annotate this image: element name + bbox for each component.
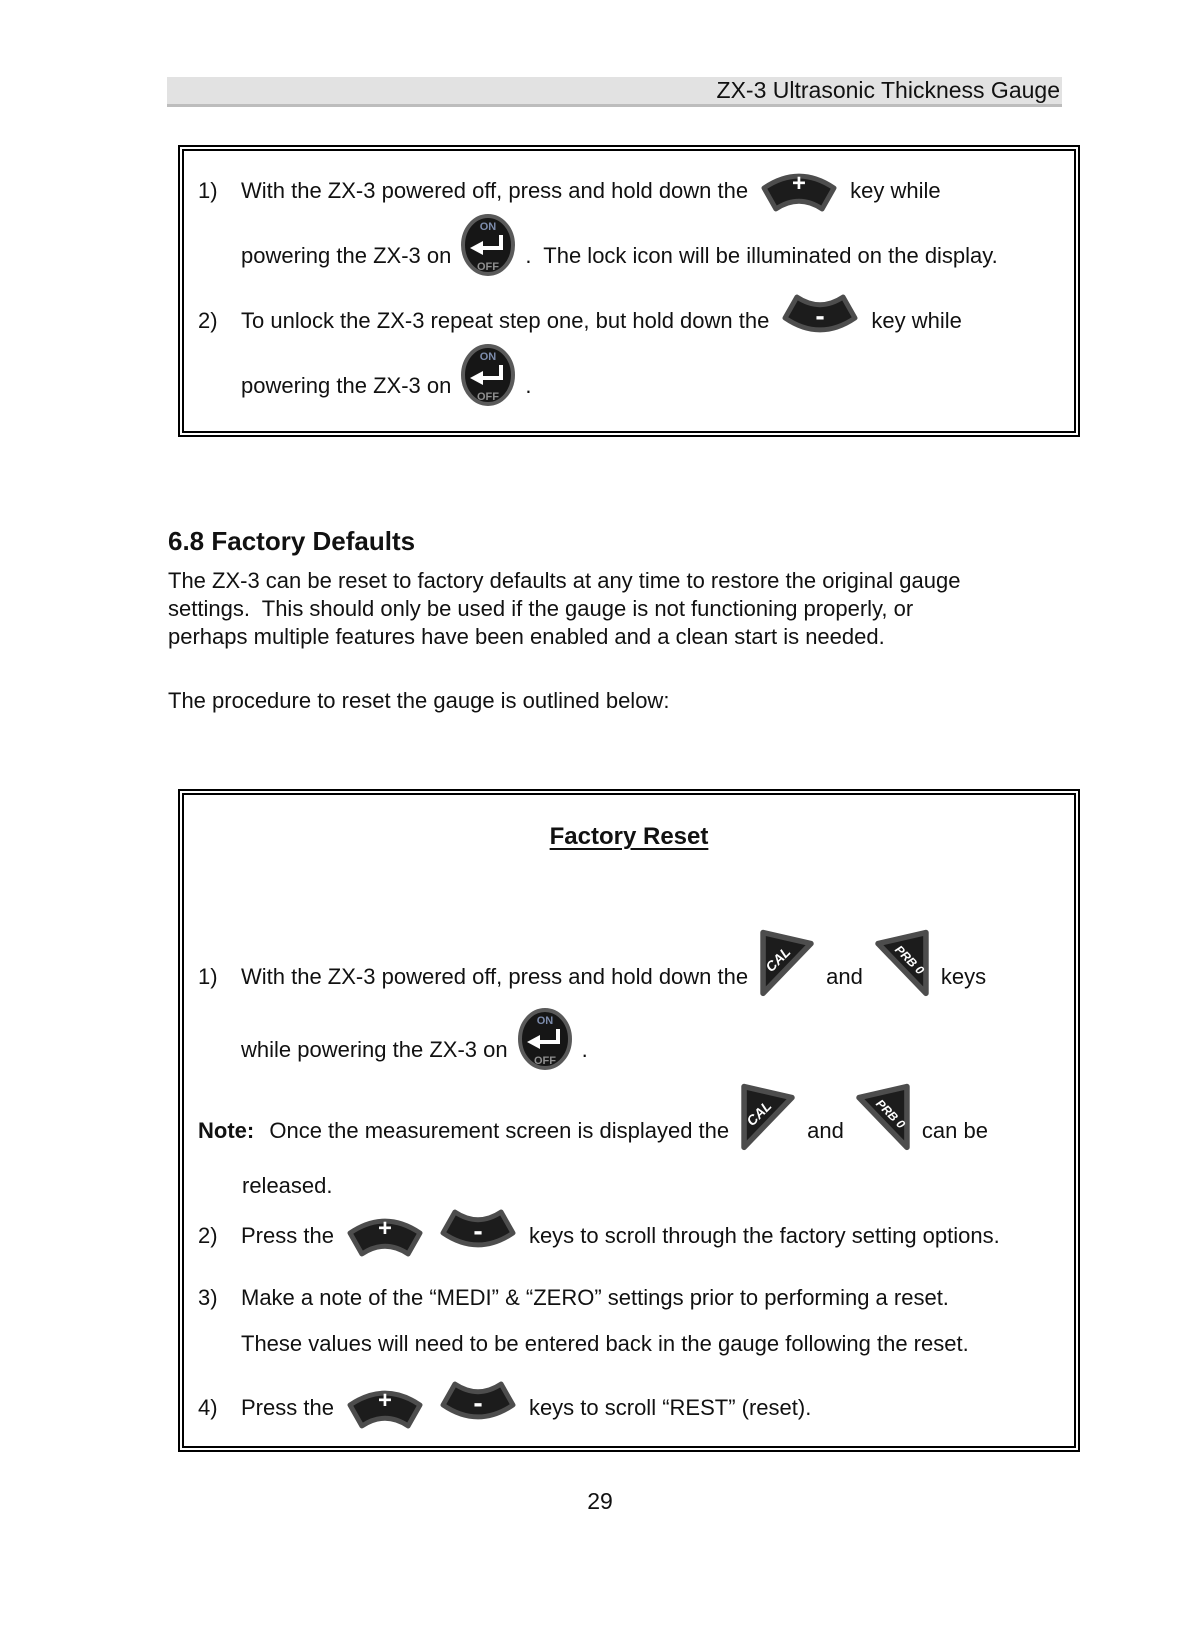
note-line2: released. bbox=[242, 1173, 333, 1198]
document-title: ZX-3 Ultrasonic Thickness Gauge bbox=[716, 77, 1060, 103]
lock-step1-line2 bbox=[198, 221, 1060, 291]
step-text: With the ZX-3 powered off, press and hold down the bbox=[241, 964, 749, 989]
step-text: With the ZX-3 powered off, press and hold down the bbox=[241, 178, 749, 203]
plus-key-label: + bbox=[377, 1386, 392, 1414]
prb-zero-key-label: PRB 0 bbox=[873, 1096, 908, 1132]
factory-reset-box bbox=[178, 789, 1080, 1452]
step-text: while powering the ZX-3 on bbox=[241, 1037, 508, 1062]
section-paragraph bbox=[168, 567, 1200, 651]
step-text: key while bbox=[850, 178, 941, 203]
off-label: OFF bbox=[477, 391, 500, 403]
step-text: keys bbox=[940, 964, 987, 989]
page-header-bar bbox=[167, 77, 1062, 107]
prb-zero-key-icon bbox=[853, 1081, 913, 1157]
procedure-intro-text: The procedure to reset the gauge is outlined below: bbox=[168, 688, 670, 713]
prb-zero-key-label: PRB 0 bbox=[892, 942, 927, 978]
on-off-key-icon bbox=[460, 343, 516, 413]
cal-key-label: CAL bbox=[762, 943, 794, 975]
plus-key-icon bbox=[343, 1206, 427, 1266]
step-number: 2) bbox=[198, 308, 218, 333]
off-label: OFF bbox=[477, 261, 500, 273]
step-number: 1) bbox=[198, 964, 218, 989]
lock-step2-line2 bbox=[198, 351, 1060, 421]
prb-zero-key-icon bbox=[872, 927, 932, 1003]
step-text: Make a note of the “MEDI” & “ZERO” settings prior to performing a reset. bbox=[241, 1285, 949, 1310]
off-label: OFF bbox=[533, 1055, 556, 1067]
step-text: keys to scroll through the factory setting options. bbox=[528, 1223, 1000, 1248]
lock-step2-line1 bbox=[198, 291, 1060, 351]
reset-step3-line2 bbox=[198, 1330, 1060, 1358]
step-text: These values will need to be entered back in the gauge following the reset. bbox=[241, 1331, 969, 1356]
on-label: ON bbox=[480, 351, 497, 363]
section-heading: 6.8 Factory Defaults bbox=[168, 526, 416, 556]
step-number: 1) bbox=[198, 178, 218, 203]
step-text: . The lock icon will be illuminated on the display. bbox=[525, 243, 998, 268]
note-text: can be bbox=[921, 1118, 988, 1143]
minus-key-label: - bbox=[473, 1387, 483, 1418]
paragraph-line: settings. This should only be used if the gauge is not functioning properly, or bbox=[168, 596, 914, 621]
step-text: Press the bbox=[241, 1395, 334, 1420]
note-label: Note: bbox=[198, 1118, 255, 1143]
paragraph-line: perhaps multiple features have been enabled and a clean start is needed. bbox=[168, 624, 885, 649]
on-off-key-icon bbox=[460, 213, 516, 283]
step-number: 2) bbox=[198, 1223, 218, 1248]
minus-key-label: - bbox=[473, 1215, 483, 1246]
step-text: . bbox=[525, 373, 532, 398]
reset-step1-line2 bbox=[198, 1015, 1060, 1085]
minus-key-label: - bbox=[815, 300, 826, 331]
factory-reset-title-row bbox=[198, 823, 1060, 851]
step-text: keys to scroll “REST” (reset). bbox=[528, 1395, 812, 1420]
step-number: 4) bbox=[198, 1395, 218, 1420]
note-line1 bbox=[198, 1093, 1060, 1169]
minus-key-icon bbox=[778, 291, 862, 351]
reset-step4 bbox=[198, 1378, 1060, 1438]
step-text: key while bbox=[871, 308, 962, 333]
step-text: To unlock the ZX-3 repeat step one, but hold down the bbox=[241, 308, 770, 333]
cal-key-label: CAL bbox=[743, 1097, 775, 1129]
on-label: ON bbox=[480, 221, 497, 233]
step-number: 3) bbox=[198, 1285, 218, 1310]
page-number: 29 bbox=[587, 1488, 613, 1514]
on-off-key-icon bbox=[517, 1007, 573, 1077]
step-text: . bbox=[581, 1037, 588, 1062]
minus-key-icon bbox=[436, 1378, 520, 1438]
cal-key-icon bbox=[757, 927, 817, 1003]
note-text: Once the measurement screen is displayed the bbox=[263, 1118, 730, 1143]
step-text: and bbox=[826, 964, 863, 989]
step-text: Press the bbox=[241, 1223, 334, 1248]
note-text: and bbox=[807, 1118, 844, 1143]
step-text: powering the ZX-3 on bbox=[241, 243, 452, 268]
factory-reset-title: Factory Reset bbox=[549, 823, 709, 850]
on-label: ON bbox=[536, 1015, 553, 1027]
plus-key-label: + bbox=[792, 169, 807, 197]
lock-instructions-box bbox=[178, 145, 1080, 437]
reset-step3-line1 bbox=[198, 1284, 1060, 1312]
plus-key-icon bbox=[757, 161, 841, 221]
plus-key-label: + bbox=[377, 1214, 392, 1242]
step-text: powering the ZX-3 on bbox=[241, 373, 452, 398]
minus-key-icon bbox=[436, 1206, 520, 1266]
paragraph-line: The ZX-3 can be reset to factory defaults at any time to restore the original gauge bbox=[168, 568, 961, 593]
lock-step1-line1 bbox=[198, 161, 1060, 221]
plus-key-icon bbox=[343, 1378, 427, 1438]
cal-key-icon bbox=[738, 1081, 798, 1157]
reset-step2 bbox=[198, 1206, 1060, 1266]
reset-step1-line1 bbox=[198, 939, 1060, 1015]
